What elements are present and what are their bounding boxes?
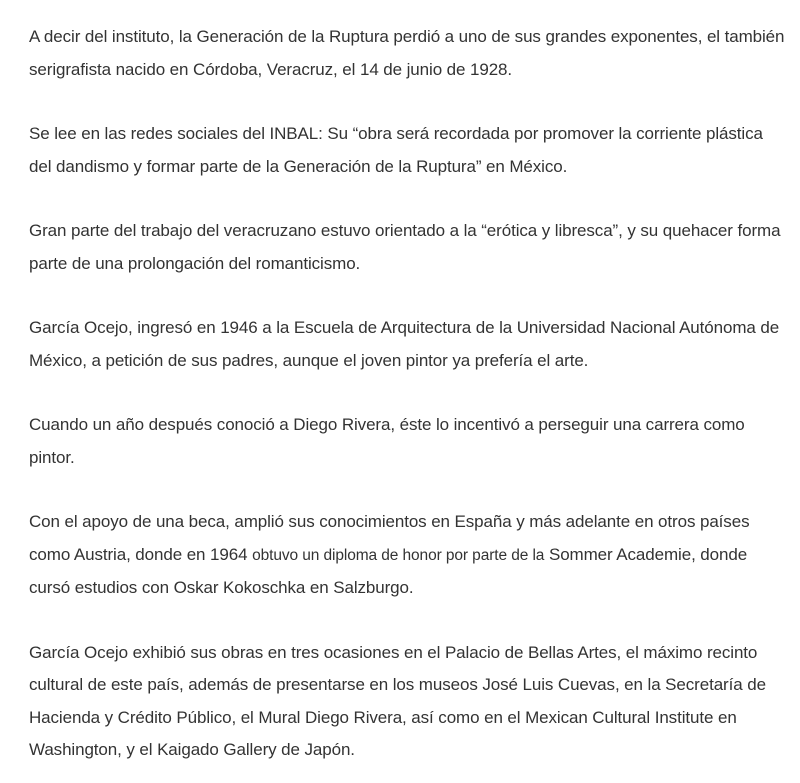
paragraph-5: Cuando un año después conoció a Diego Rivera, éste lo incentivó a perseguir una carrera como pintor.	[29, 415, 745, 467]
paragraph-6	[29, 506, 789, 605]
paragraph-3: Gran parte del trabajo del veracruzano estuvo orientado a la “erótica y libresca”, y su quehacer forma parte de una prolongación del romanticismo.	[29, 221, 781, 273]
paragraph-1: A decir del instituto, la Generación de la Ruptura perdió a uno de sus grandes exponentes, el también serigrafista nacido en Córdoba, Veracruz, el 14 de junio de 1928.	[29, 27, 785, 79]
paragraph-6-part-2: obtuvo un diploma de honor por parte de la	[252, 546, 545, 564]
paragraph-6-part-1: Con el apoyo de una beca, amplió sus conocimientos en España y más adelante en otros países como Austria, donde en 1964	[29, 512, 750, 564]
paragraph-4: García Ocejo, ingresó en 1946 a la Escuela de Arquitectura de la Universidad Nacional Autónoma de México, a petición de sus padres, aunque el joven pintor ya prefería el arte.	[29, 318, 780, 370]
paragraph-6-part-3: Sommer Academie, donde cursó estudios con Oskar Kokoschka en Salzburgo.	[29, 544, 748, 597]
paragraph-2: Se lee en las redes sociales del INBAL: Su “obra será recordada por promover la corriente plástica del dandismo y formar parte de la Generación de la Ruptura” en México.	[29, 124, 763, 176]
article-body	[29, 21, 789, 767]
paragraph-7: García Ocejo exhibió sus obras en tres ocasiones en el Palacio de Bellas Artes, el máximo recinto cultural de este país, además de presentarse en los museos José Luis Cuevas, en la Secretaría de Hacienda y Crédito Público, el Mural Diego Rivera, así como en el Mexican Cultural Institute en Washington, y el Kaigado Gallery de Japón.	[29, 642, 766, 759]
